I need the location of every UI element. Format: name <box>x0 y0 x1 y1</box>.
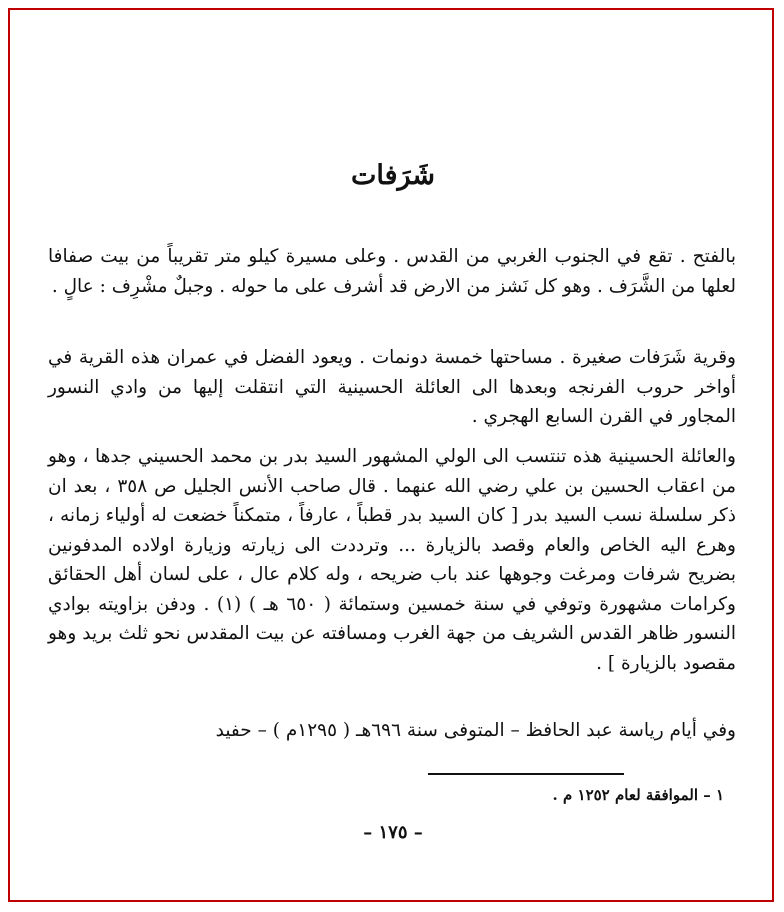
paragraph-1 <box>48 242 736 301</box>
page-number: – ١٧٥ – <box>363 822 423 843</box>
paragraph-text: والعائلة الحسينية هذه تنتسب الى الولي المشهور السيد بدر بن محمد الحسيني جدها ، وهو من اعقاب الحسين بن علي رضي الله عنهما . قال صاحب الأنس الجليل ص ٣٥٨ ، بعد ان ذكر سلسلة نسب السيد بدر [ كان السيد بدر قطباً ، عارفاً ، متمكناً خضعت له أولياء زمانه ، وهرع اليه الخاص والعام وقصد بالزيارة ... وترددت الى زيارته وزيارة اولاده المدفونين بضريح شرفات ومرغت وجوهها عند باب ضريحه ، وله كلام عال ، على لسان أهل الحقائق وكرامات مشهورة وتوفي في سنة خمسين وستمائة ( ٦٥٠ هـ ) (١) . ودفن بزاويته بوادي النسور ظاهر القدس الشريف من جهة الغرب ومسافته عن بيت المقدس نحو ثلث بريد وهو مقصود بالزيارة ] . <box>48 446 737 674</box>
footnote: ١ – الموافقة لعام ١٢٥٢ م . <box>552 786 724 804</box>
page-title: شَرَفات <box>350 160 436 191</box>
footnote-separator <box>428 773 624 775</box>
paragraph-text: وقرية شَرَفات صغيرة . مساحتها خمسة دونمات . ويعود الفضل في عمران هذه القرية في أواخر حروب الفرنجه وبعدها الى العائلة الحسينية التي انتقلت إليها من وادي النسور المجاور في القرن السابع الهجري . <box>48 347 736 427</box>
paragraph-text: بالفتح . تقع في الجنوب الغربي من القدس . وعلى مسيرة كيلو متر تقريباً من بيت صفافا لعلها من الشَّرَف . وهو كل نَشز من الارض قد أشرف على ما حوله . وجبلٌ مشْرِف : عالٍ . <box>48 246 736 297</box>
page-frame <box>8 8 774 902</box>
paragraph-text: وفي أيام رياسة عبد الحافظ – المتوفى سنة ٦٩٦هـ ( ١٢٩٥م ) – حفيد <box>215 720 736 741</box>
paragraph-2 <box>48 343 736 432</box>
paragraph-4 <box>36 716 736 746</box>
paragraph-3 <box>48 442 736 678</box>
